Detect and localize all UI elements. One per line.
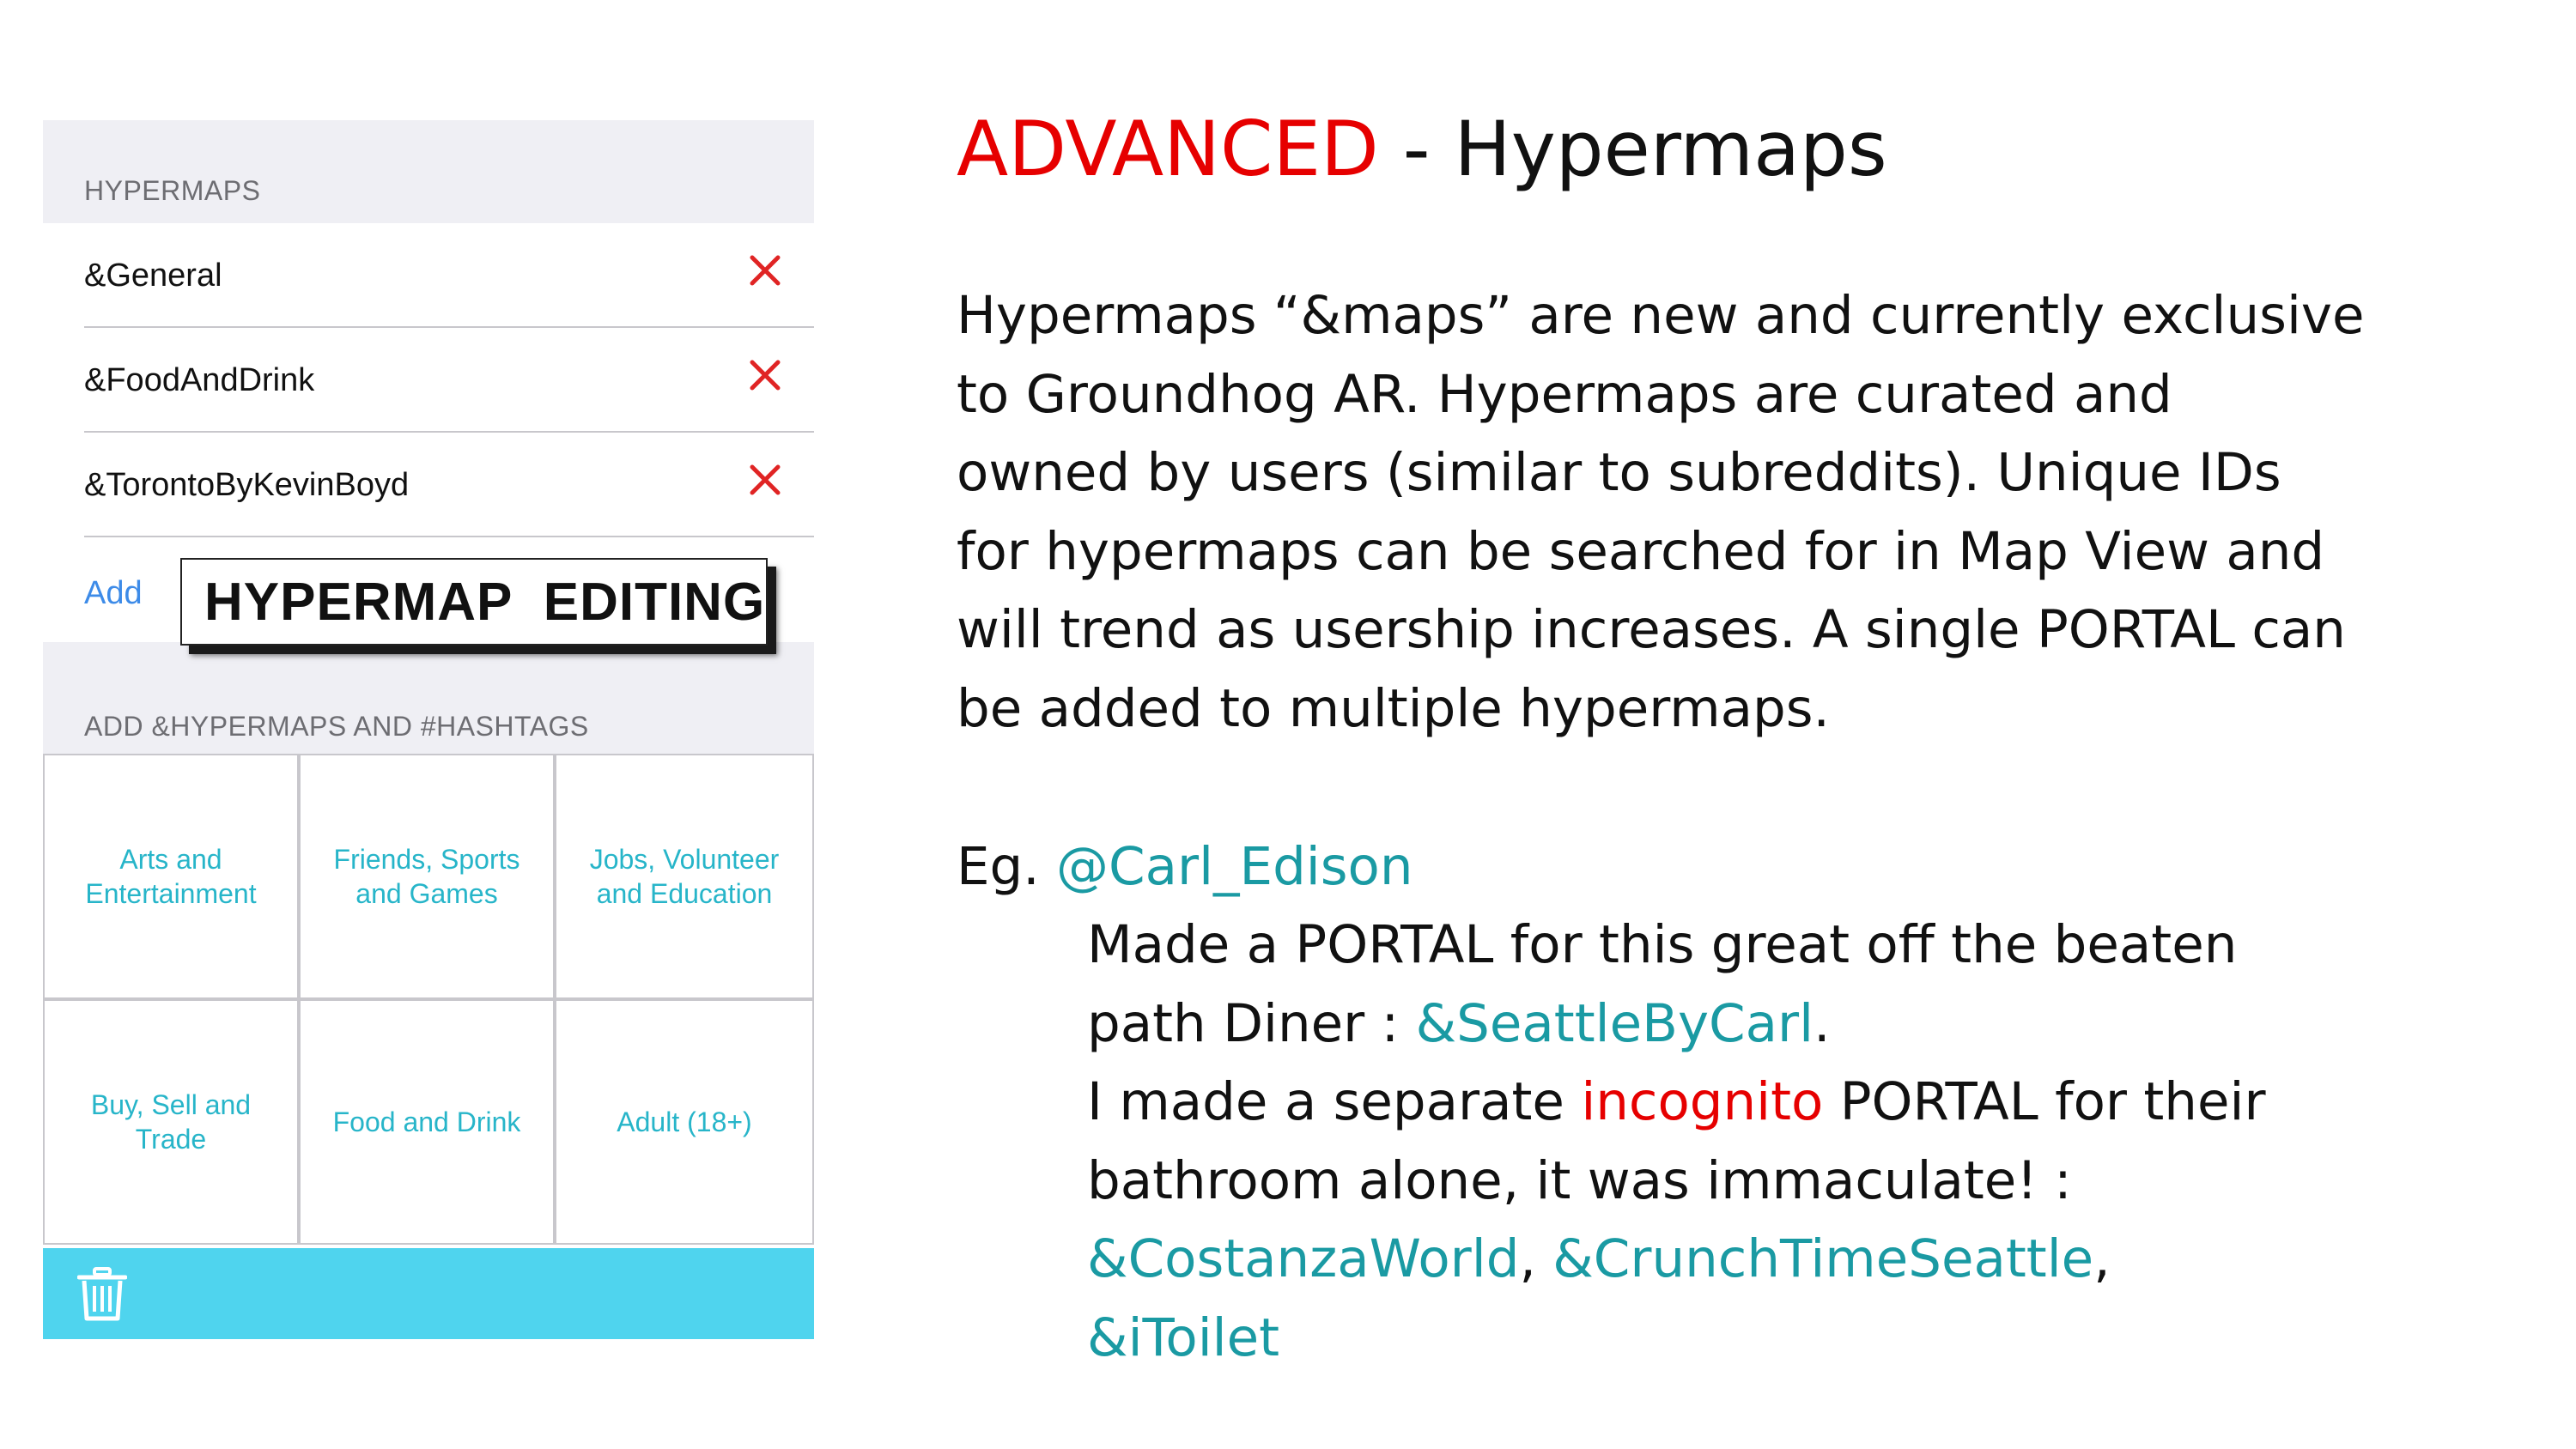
bottom-toolbar (43, 1248, 814, 1339)
story-line-3 (1087, 1063, 2375, 1142)
example-story (1087, 906, 2375, 1377)
story-text: I made a separate (1087, 1071, 1582, 1132)
category-jobs-volunteer-education[interactable]: Jobs, Volunteer and Education (555, 754, 814, 999)
story-text: path Diner : (1087, 992, 1416, 1054)
phone-screenshot (43, 120, 814, 1339)
trash-icon[interactable] (77, 1267, 127, 1322)
category-friends-sports-games[interactable]: Friends, Sports and Games (299, 754, 555, 999)
story-text: . (1814, 992, 1831, 1054)
story-text: , (2093, 1228, 2111, 1289)
title-advanced: ADVANCED (957, 105, 1379, 193)
story-line-5 (1087, 1220, 2375, 1299)
story-line-4: bathroom alone, it was immaculate! : (1087, 1149, 2072, 1211)
tag-seattlebycarl: &SeattleByCarl (1415, 992, 1814, 1054)
incognito-word: incognito (1581, 1071, 1824, 1132)
tag-itoilet: &iToilet (1087, 1307, 1280, 1368)
category-arts-entertainment[interactable]: Arts and Entertainment (43, 754, 299, 999)
hypermap-label: &TorontoByKevinBoyd (84, 467, 410, 503)
close-x-icon[interactable] (745, 460, 785, 500)
story-line-1: Made a PORTAL for this great off the beaten (1087, 914, 2238, 975)
example-heading (957, 828, 1413, 906)
paragraph-line: for hypermaps can be searched for in Map View and (957, 520, 2325, 582)
tag-costanzaworld: &CostanzaWorld (1087, 1228, 1520, 1289)
close-x-icon[interactable] (745, 355, 785, 395)
story-line-6 (1087, 1299, 2375, 1378)
slide-title (957, 105, 1887, 193)
category-adult[interactable]: Adult (18+) (555, 999, 814, 1245)
paragraph-line: owned by users (similar to subreddits). Unique IDs (957, 442, 2281, 503)
story-text: PORTAL for their (1823, 1071, 2266, 1132)
add-section-header-label: ADD &HYPERMAPS AND #HASHTAGS (84, 711, 589, 742)
add-section-header (43, 642, 814, 754)
paragraph-line: will trend as usership increases. A single PORTAL can (957, 599, 2346, 660)
tag-crunchtimeseattle: &CrunchTimeSeattle (1552, 1228, 2094, 1289)
category-food-drink[interactable]: Food and Drink (299, 999, 555, 1245)
hypermaps-header-label: HYPERMAPS (84, 175, 261, 206)
badge-label: HYPERMAP EDITING (204, 573, 766, 632)
paragraph-line: Hypermaps “&maps” are new and currently exclusive (957, 285, 2365, 346)
paragraph-line: be added to multiple hypermaps. (957, 677, 1830, 739)
story-line-2 (1087, 985, 2375, 1064)
story-text: , (1519, 1228, 1553, 1289)
title-rest: - Hypermaps (1378, 105, 1887, 193)
category-grid (43, 754, 814, 1248)
intro-paragraph (957, 276, 2485, 748)
close-x-icon[interactable] (745, 251, 785, 290)
hypermap-label: &FoodAndDrink (84, 362, 315, 398)
hypermap-row[interactable] (43, 328, 814, 433)
eg-username: @Carl_Edison (1056, 836, 1413, 897)
hypermap-row[interactable] (43, 223, 814, 328)
hypermaps-section-header (43, 120, 814, 223)
hypermap-label: &General (84, 258, 222, 294)
hypermap-row[interactable] (43, 433, 814, 537)
paragraph-line: to Groundhog AR. Hypermaps are curated and (957, 363, 2172, 425)
hypermap-editing-badge (180, 558, 768, 646)
category-buy-sell-trade[interactable]: Buy, Sell and Trade (43, 999, 299, 1245)
eg-prefix: Eg. (957, 836, 1057, 897)
add-hypermap-link[interactable]: Add (84, 575, 143, 611)
